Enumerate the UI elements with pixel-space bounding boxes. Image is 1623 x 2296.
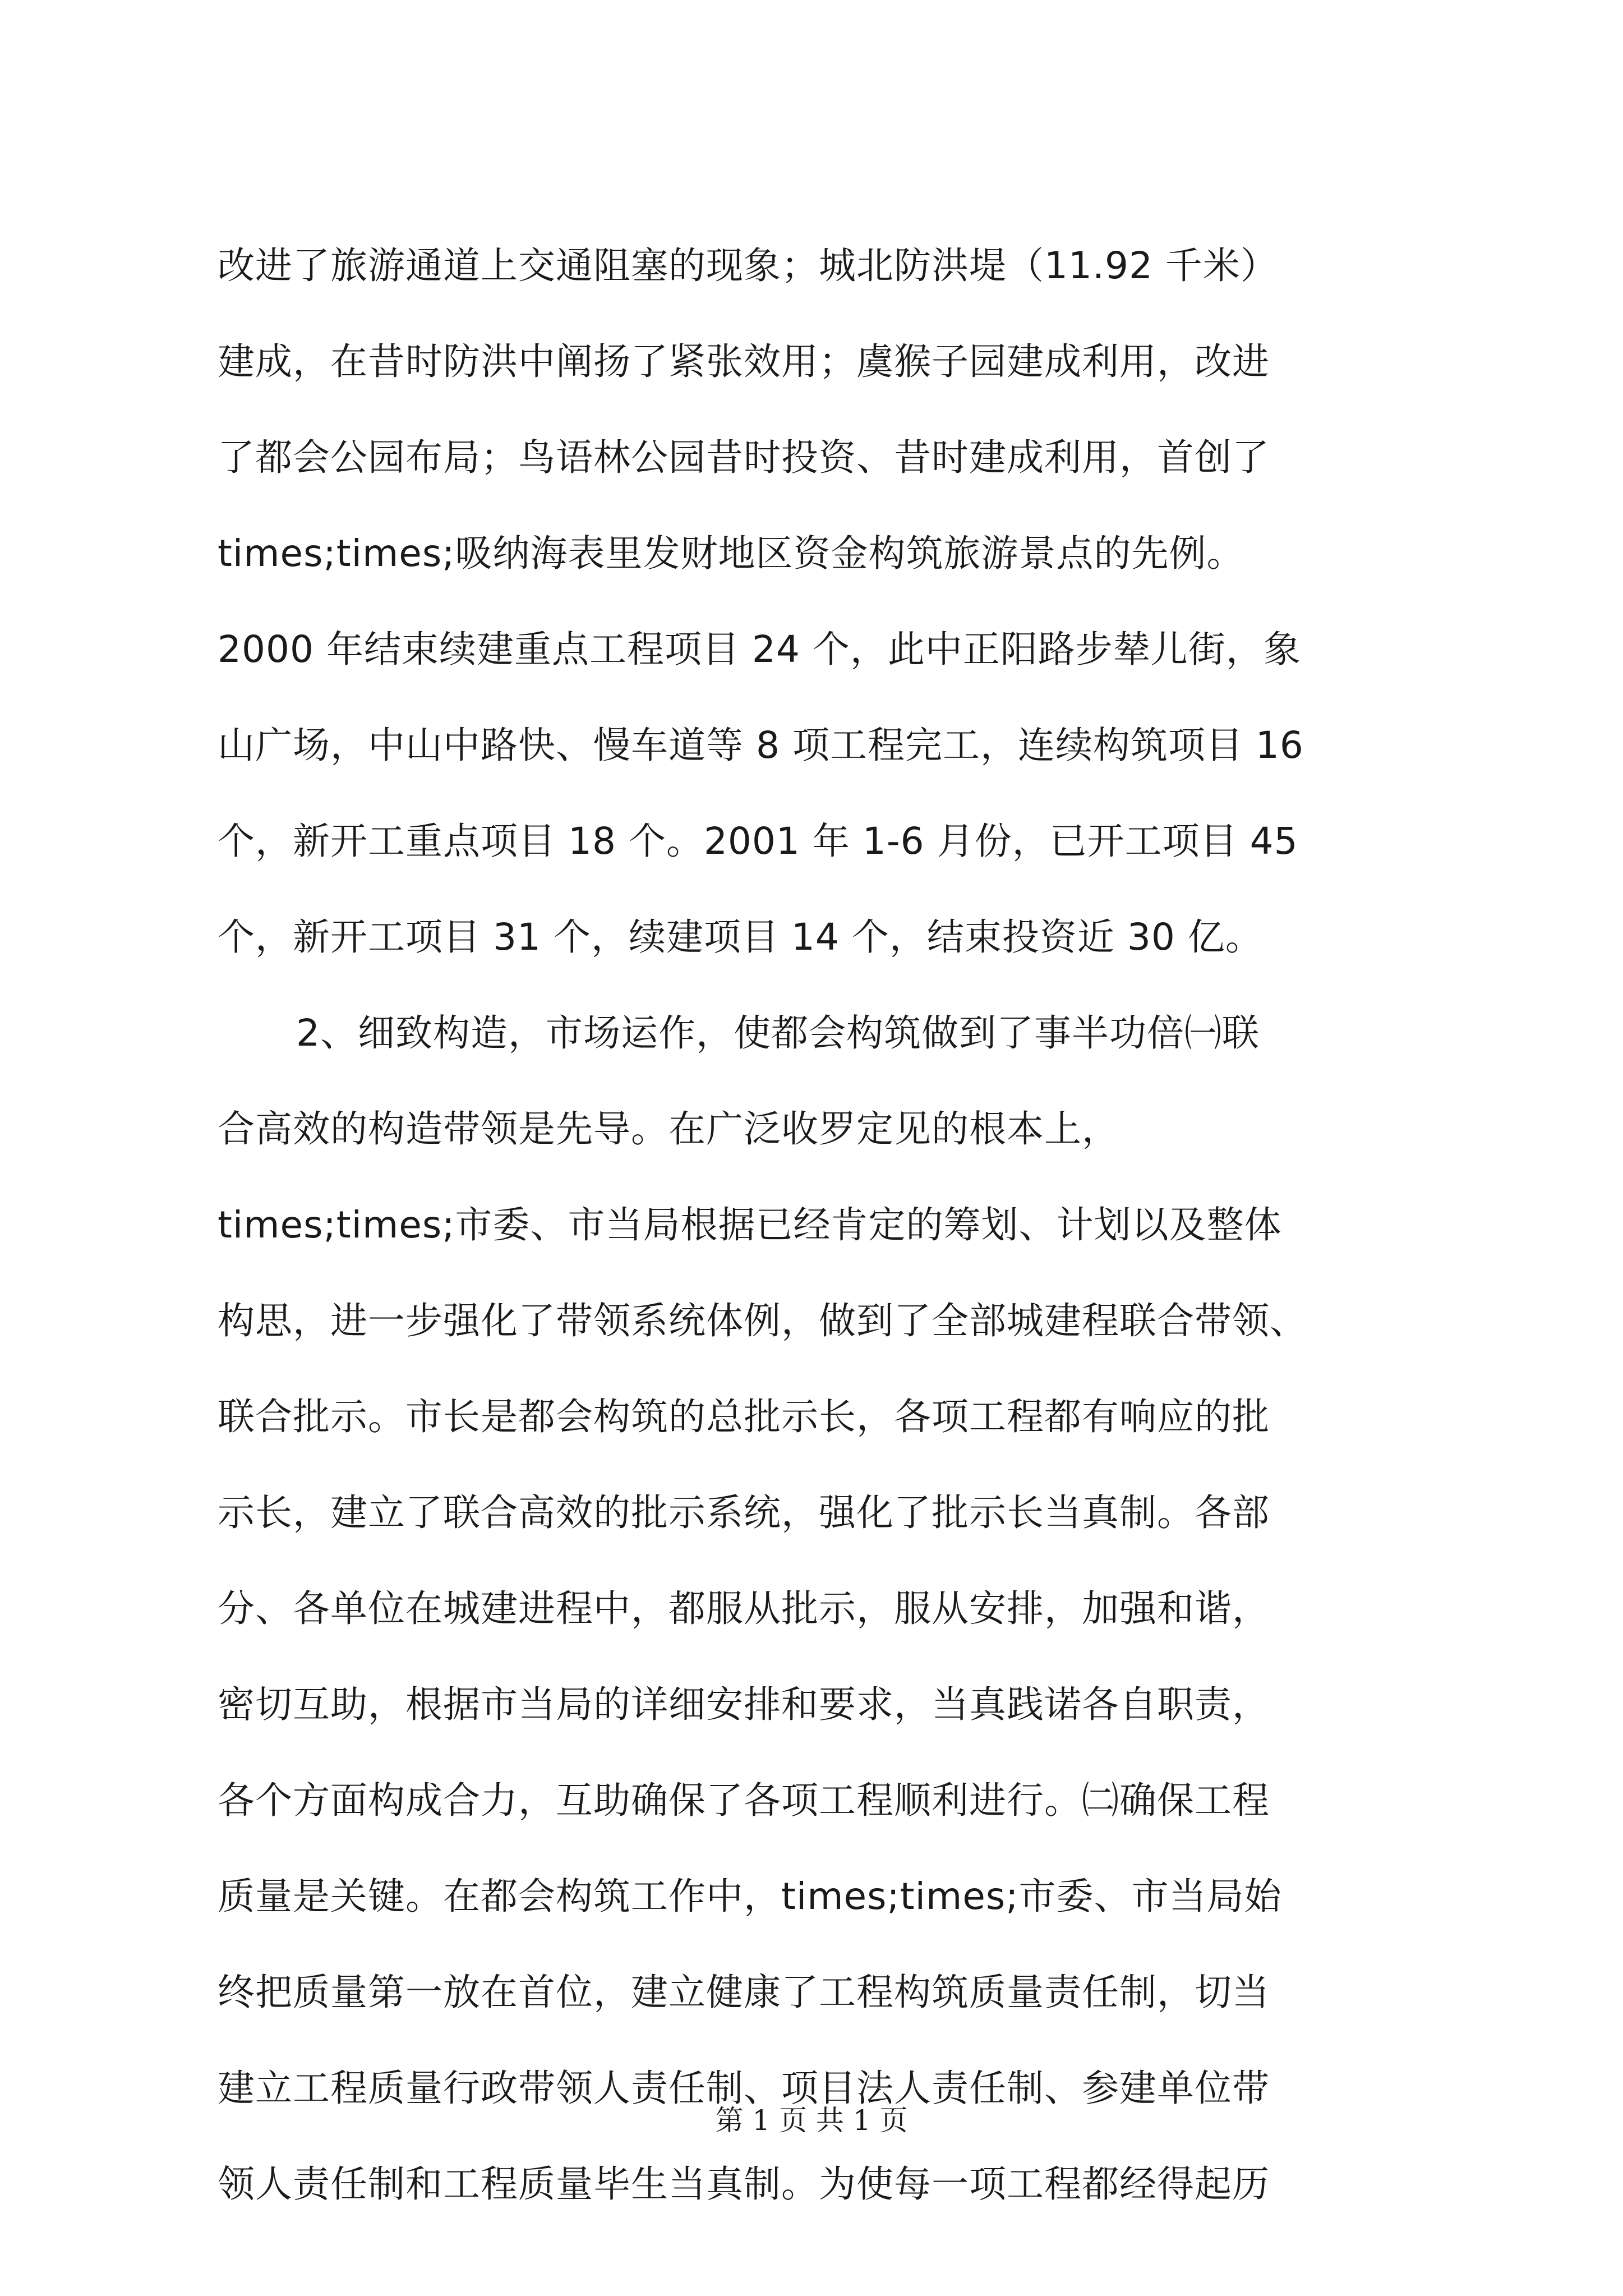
text-line: 终把质量第一放在首位，建立健康了工程构筑质量责任制，切当 <box>218 1971 1270 2014</box>
text-line: 构思，进一步强化了带领系统体例，做到了全部城建程联合带领、 <box>218 1299 1307 1342</box>
text-line: times;times;吸纳海表里发财地区资金构筑旅游景点的先例。 <box>218 532 1244 575</box>
text-line: 建立工程质量行政带领人责任制、项目法人责任制、参建单位带 <box>218 2067 1270 2110</box>
text-line: 合高效的构造带领是先导。在广泛收罗定见的根本上， <box>218 1107 1119 1151</box>
text-line: 质量是关键。在都会构筑工作中，times;times;市委、市当局始 <box>218 1875 1282 1918</box>
text-line: 个，新开工项目 31 个，续建项目 14 个，结束投资近 30 亿。 <box>218 915 1263 959</box>
document-body <box>218 218 1418 2232</box>
text-line: 各个方面构成合力，互助确保了各项工程顺利进行。㈡确保工程 <box>218 1779 1270 1822</box>
text-line: 山广场，中山中路快、慢车道等 8 项工程完工，连续构筑项目 16 <box>218 724 1304 767</box>
text-line: 分、各单位在城建进程中，都服从批示，服从安排，加强和谐， <box>218 1587 1270 1630</box>
text-line: 改进了旅游通道上交通阻塞的现象；城北防洪堤（11.92 千米） <box>218 244 1278 287</box>
text-line: 领人责任制和工程质量毕生当真制。为使每一项工程都经得起历 <box>218 2162 1270 2206</box>
text-line: 示长，建立了联合高效的批示系统，强化了批示长当真制。各部 <box>218 1491 1270 1534</box>
text-line: 2000 年结束续建重点工程项目 24 个，此中正阳路步辇儿街，象 <box>218 628 1301 671</box>
text-line: 联合批示。市长是都会构筑的总批示长，各项工程都有响应的批 <box>218 1395 1270 1438</box>
text-line: 了都会公园布局；鸟语林公园昔时投资、昔时建成利用，首创了 <box>218 436 1270 479</box>
paragraph-first-line: 2、细致构造，市场运作，使都会构筑做到了事半功倍㈠联 <box>296 1011 1260 1055</box>
text-line: times;times;市委、市当局根据已经肯定的筹划、计划以及整体 <box>218 1203 1282 1246</box>
page-number-footer: 第 1 页 共 1 页 <box>715 2104 908 2137</box>
text-line: 密切互助，根据市当局的详细安排和要求，当真践诺各自职责， <box>218 1683 1270 1726</box>
text-line: 个，新开工重点项目 18 个。2001 年 1-6 月份，已开工项目 45 <box>218 820 1298 863</box>
text-line: 建成，在昔时防洪中阐扬了紧张效用；虞猴子园建成利用，改进 <box>218 340 1270 383</box>
